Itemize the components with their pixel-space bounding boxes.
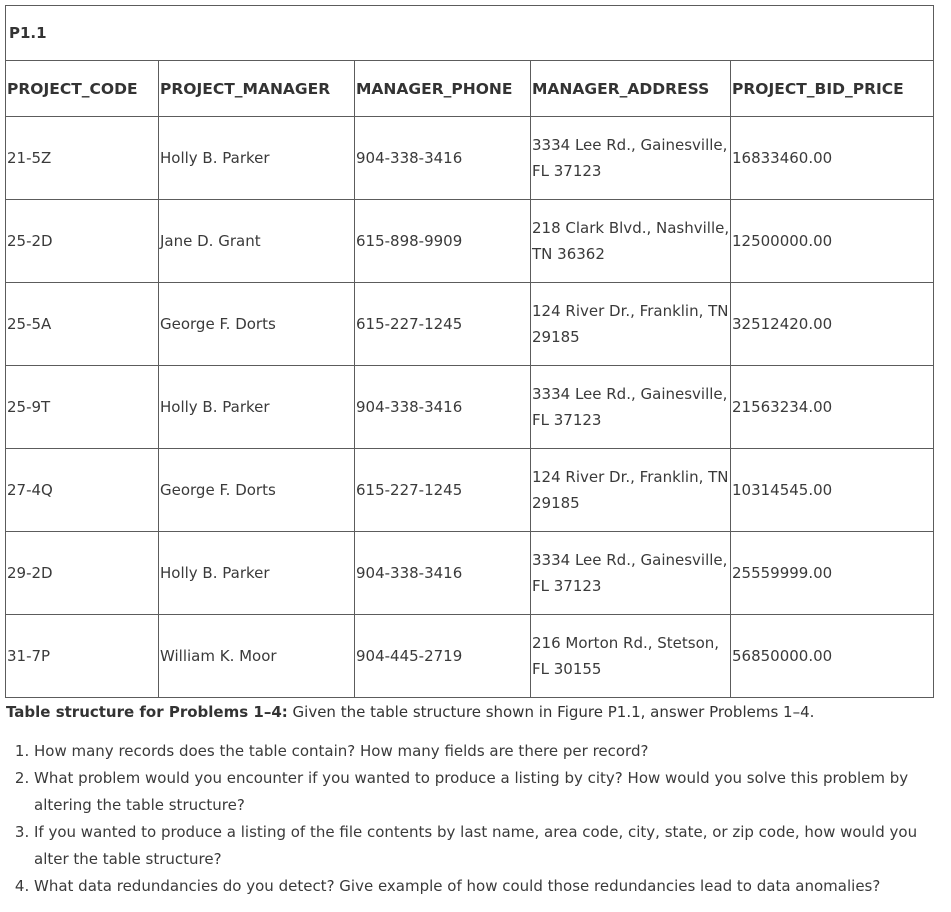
manager-phone-cell: 615-898-9909 [355,200,531,283]
project-manager-cell: Jane D. Grant [159,200,355,283]
table-row [6,283,934,366]
project-code-cell: 21-5Z [6,117,159,200]
project-manager-cell: George F. Dorts [159,283,355,366]
bid-price-cell: 10314545.00 [731,449,934,532]
bid-price-cell: 21563234.00 [731,366,934,449]
problem-item: 2. What problem would you encounter if you wanted to produce a listing by city? How would you solve this problem by altering the table structure? [34,765,945,819]
bid-price-cell: 12500000.00 [731,200,934,283]
manager-phone-cell: 904-445-2719 [355,615,531,698]
column-header: MANAGER_ADDRESS [531,61,731,117]
project-code-cell: 31-7P [6,615,159,698]
project-manager-cell: William K. Moor [159,615,355,698]
manager-address-cell: 216 Morton Rd., Stetson, FL 30155 [531,615,731,698]
manager-phone-cell: 615-227-1245 [355,449,531,532]
problem-item: 4. What data redundancies do you detect? Give example of how could those redundancies lead to data anomalies? [34,873,945,900]
manager-address-cell: 3334 Lee Rd., Gainesville, FL 37123 [531,532,731,615]
manager-phone-cell: 904-338-3416 [355,117,531,200]
problem-list [0,738,945,900]
manager-address-cell: 124 River Dr., Franklin, TN 29185 [531,449,731,532]
bid-price-cell: 32512420.00 [731,283,934,366]
project-table [5,5,934,698]
column-header: PROJECT_MANAGER [159,61,355,117]
manager-address-cell: 3334 Lee Rd., Gainesville, FL 37123 [531,117,731,200]
project-manager-cell: Holly B. Parker [159,117,355,200]
problem-item: 1. How many records does the table contain? How many fields are there per record? [34,738,945,765]
table-caption [6,700,936,724]
project-code-cell: 25-5A [6,283,159,366]
project-manager-cell: George F. Dorts [159,449,355,532]
project-code-cell: 25-2D [6,200,159,283]
problem-item: 3. If you wanted to produce a listing of the file contents by last name, area code, city, state, or zip code, how would you alter the table structure? [34,819,945,873]
bid-price-cell: 25559999.00 [731,532,934,615]
table-row [6,200,934,283]
column-header: PROJECT_CODE [6,61,159,117]
table-row [6,449,934,532]
column-header: MANAGER_PHONE [355,61,531,117]
caption-text: Given the table structure shown in Figure P1.1, answer Problems 1–4. [287,703,815,721]
bid-price-cell: 56850000.00 [731,615,934,698]
column-header: PROJECT_BID_PRICE [731,61,934,117]
table-title: P1.1 [6,6,934,61]
caption-label: Table structure for Problems 1–4: [6,703,288,721]
project-code-cell: 29-2D [6,532,159,615]
manager-phone-cell: 904-338-3416 [355,366,531,449]
table-row [6,532,934,615]
project-code-cell: 25-9T [6,366,159,449]
project-manager-cell: Holly B. Parker [159,366,355,449]
project-manager-cell: Holly B. Parker [159,532,355,615]
manager-address-cell: 218 Clark Blvd., Nashville, TN 36362 [531,200,731,283]
manager-address-cell: 124 River Dr., Franklin, TN 29185 [531,283,731,366]
manager-phone-cell: 904-338-3416 [355,532,531,615]
project-code-cell: 27-4Q [6,449,159,532]
table-header-row [6,61,934,117]
table-row [6,117,934,200]
table-row [6,615,934,698]
manager-phone-cell: 615-227-1245 [355,283,531,366]
manager-address-cell: 3334 Lee Rd., Gainesville, FL 37123 [531,366,731,449]
bid-price-cell: 16833460.00 [731,117,934,200]
table-row [6,366,934,449]
